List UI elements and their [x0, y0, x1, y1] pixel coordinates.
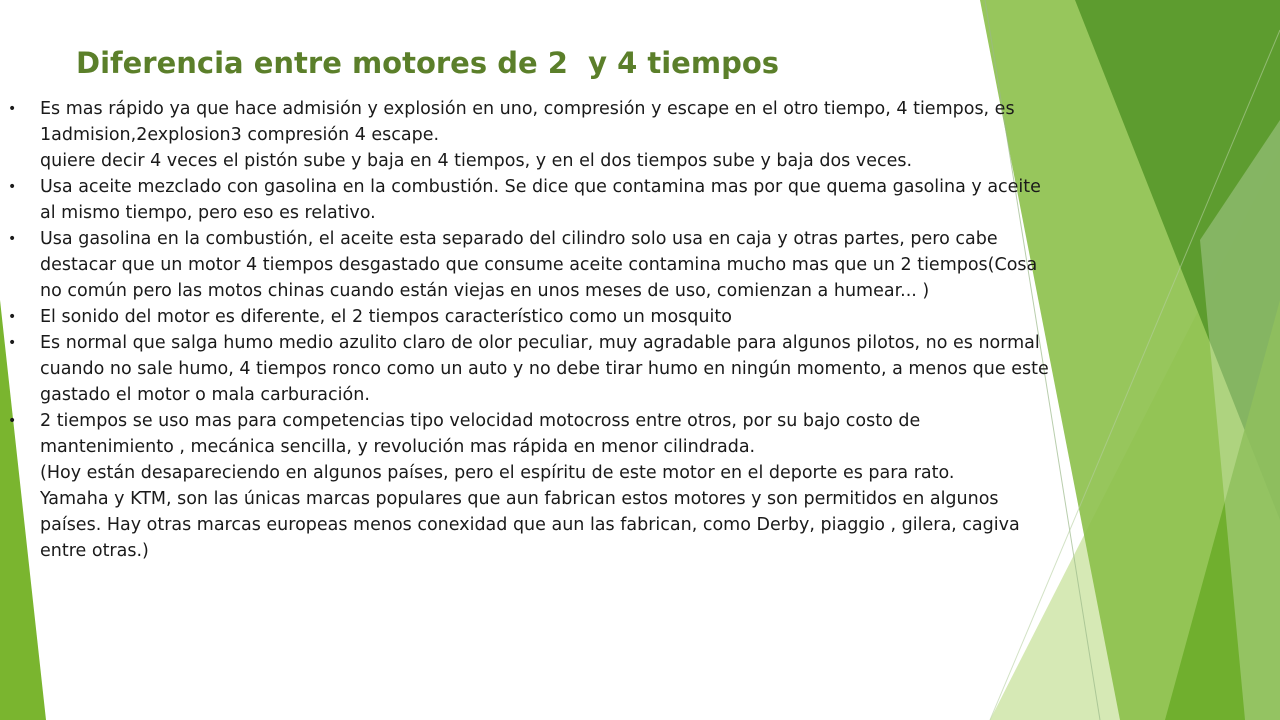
bullet-item-mixed-oil	[40, 174, 1276, 226]
bullet-line: • 2 tiempos se uso mas para competencias tipo velocidad motocross entre otros, por su bajo costo de	[40, 411, 921, 431]
bullet-line: • Es normal que salga humo medio azulito claro de olor peculiar, muy agradable para algunos pilotos, no es normal	[40, 333, 1040, 353]
bullet-line: destacar que un motor 4 tiempos desgastado que consume aceite contamina mucho mas que un 2 tiempos(Cosa	[40, 255, 1038, 275]
bullet-list	[40, 96, 1276, 564]
bullet-item-smoke	[40, 330, 1276, 408]
bullet-line: no común pero las motos chinas cuando están viejas en unos meses de uso, comienzan a humear... )	[40, 281, 930, 301]
bullet-line: mantenimiento , mecánica sencilla, y revolución mas rápida en menor cilindrada.	[40, 437, 756, 457]
bullet-line: cuando no sale humo, 4 tiempos ronco como un auto y no debe tirar humo en ningún momento, a menos que este	[40, 359, 1049, 379]
bullet-line: entre otras.)	[40, 541, 149, 561]
bullet-line: • Usa aceite mezclado con gasolina en la combustión. Se dice que contamina mas por que quema gasolina y aceite	[40, 177, 1041, 197]
bullet-line: • El sonido del motor es diferente, el 2 tiempos característico como un mosquito	[40, 307, 732, 327]
bullet-line: Yamaha y KTM, son las únicas marcas populares que aun fabrican estos motores y son permitidos en algunos	[40, 489, 999, 509]
bullet-line: países. Hay otras marcas europeas menos conexidad que aun las fabrican, como Derby, piaggio , gilera, cagiva	[40, 515, 1020, 535]
bullet-item-engine-sound	[40, 304, 1276, 330]
bullet-item-4-stroke-speed	[40, 96, 1276, 174]
bullet-line: gastado el motor o mala carburación.	[40, 385, 370, 405]
bullet-line: • Usa gasolina en la combustión, el aceite esta separado del cilindro solo usa en caja y otras partes, pero cabe	[40, 229, 998, 249]
slide-title: Diferencia entre motores de 2 y 4 tiempos	[76, 46, 780, 80]
bullet-item-separate-oil	[40, 226, 1276, 304]
bullet-line: (Hoy están desapareciendo en algunos países, pero el espíritu de este motor en el deporte es para rato.	[40, 463, 955, 483]
bullet-line: • Es mas rápido ya que hace admisión y explosión en uno, compresión y escape en el otro tiempo, 4 tiempos, es	[40, 99, 1015, 119]
bullet-line: quiere decir 4 veces el pistón sube y baja en 4 tiempos, y en el dos tiempos sube y baja dos veces.	[40, 151, 913, 171]
bullet-line: al mismo tiempo, pero eso es relativo.	[40, 203, 376, 223]
bullet-item-competition	[40, 408, 1276, 564]
bullet-line: 1admision,2explosion3 compresión 4 escape.	[40, 125, 440, 145]
